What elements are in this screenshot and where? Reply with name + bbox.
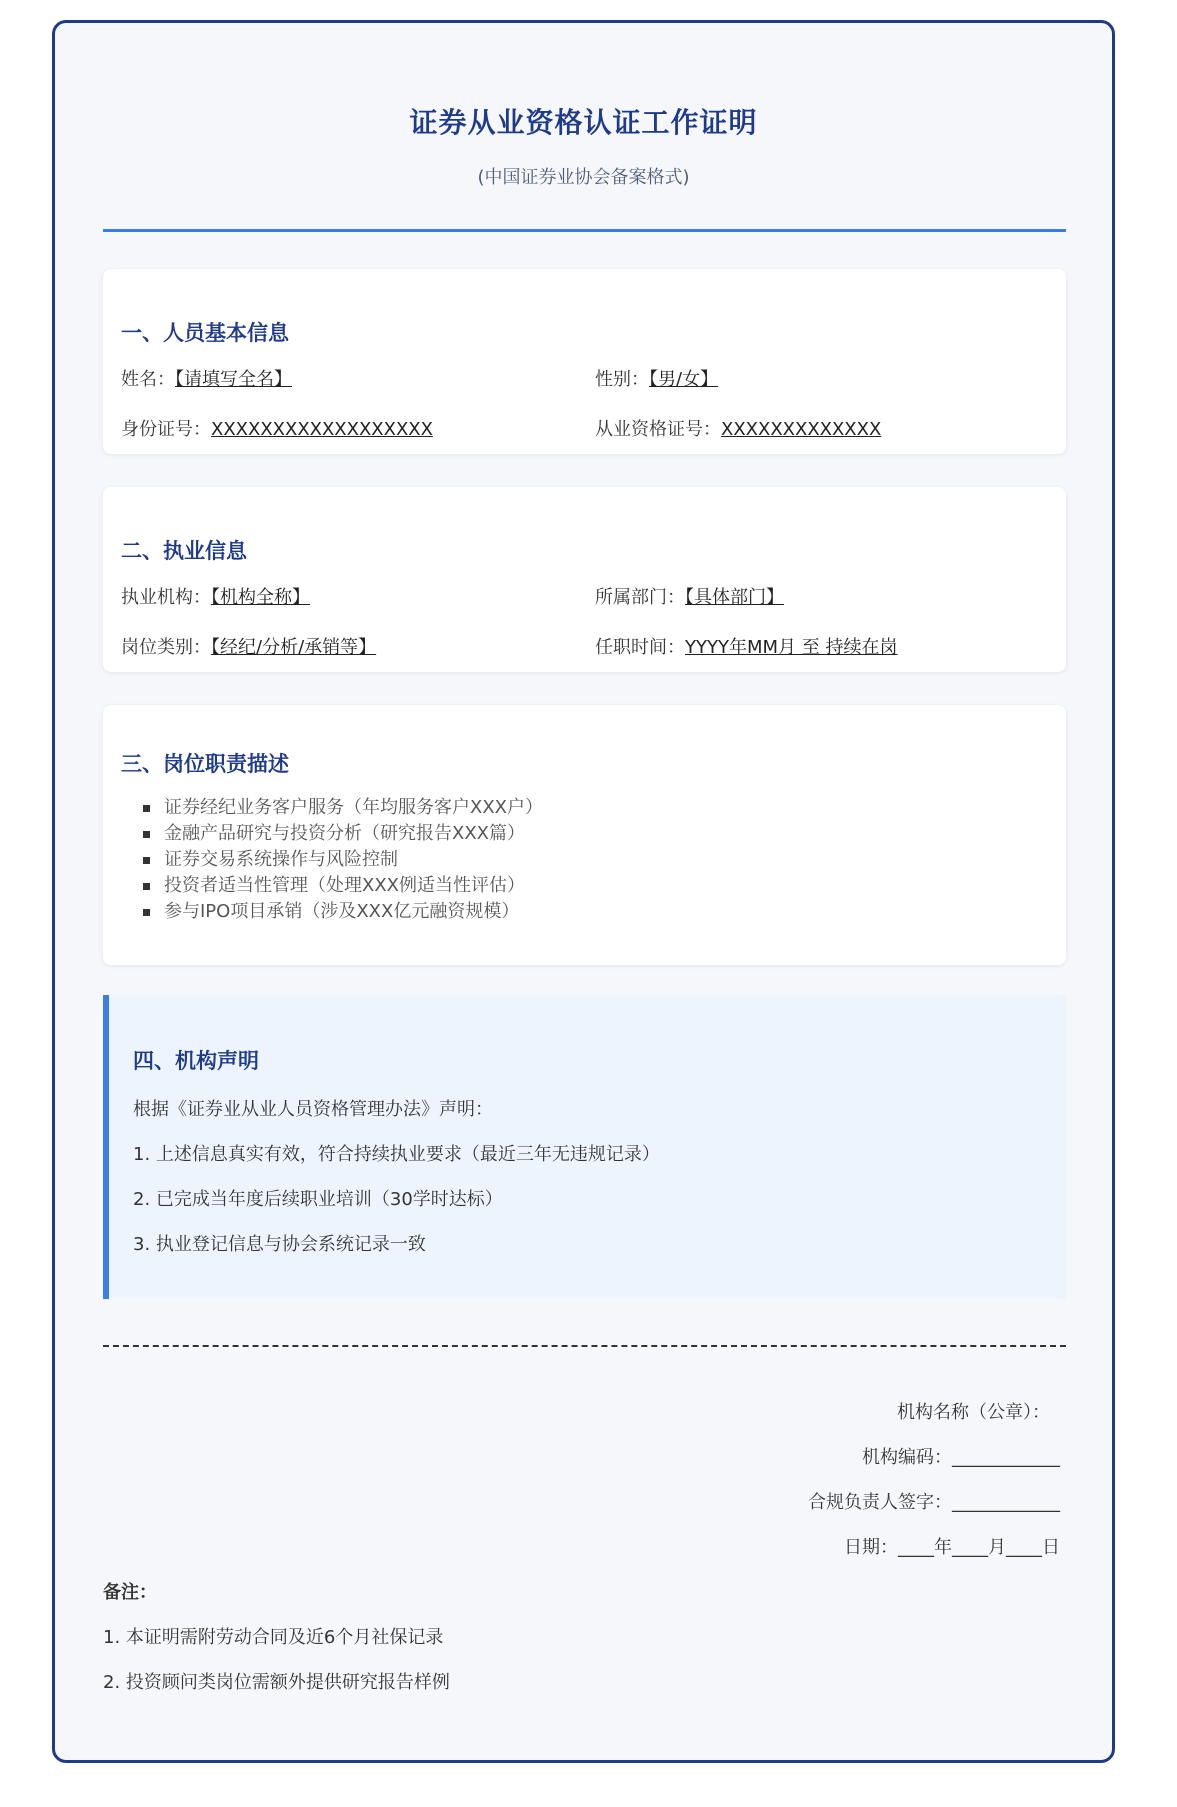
field-label: 任职时间： [595, 637, 685, 658]
note-item: 2. 投资顾问类岗位需额外提供研究报告样例 [103, 1672, 450, 1693]
page-title: 证券从业资格认证工作证明 [409, 106, 758, 139]
title-divider [103, 229, 1066, 232]
field-label: 性别： [595, 369, 649, 390]
field-label: 身份证号： [121, 419, 211, 440]
list-item: 证券经纪业务客户服务（年均服务客户XXX户） [143, 795, 543, 821]
declaration-item: 1. 上述信息真实有效，符合持续执业要求（最近三年无违规记录） [133, 1144, 660, 1165]
field-label: 岗位类别： [121, 637, 211, 658]
field-label: 所属部门： [595, 587, 685, 608]
field-value-license-number[interactable]: XXXXXXXXXXXXX [721, 419, 882, 440]
field-label: 姓名： [121, 369, 175, 390]
field-value-department[interactable]: 【具体部门】 [685, 587, 784, 608]
section-title: 三、岗位职责描述 [121, 752, 289, 776]
declaration-item: 3. 执业登记信息与协会系统记录一致 [133, 1234, 426, 1255]
field-label: 从业资格证号： [595, 419, 721, 440]
field-value-name[interactable]: 【请填写全名】 [175, 369, 292, 390]
field-label: 执业机构： [121, 587, 211, 608]
section-title: 一、人员基本信息 [121, 321, 289, 345]
section-basic-info [103, 269, 1066, 454]
section-title: 二、执业信息 [121, 539, 247, 563]
compliance-signature-field[interactable]: 合规负责人签字：____________ [808, 1492, 1060, 1513]
notes-title: 备注： [103, 1582, 157, 1603]
declaration-item: 2. 已完成当年度后续职业培训（30学时达标） [133, 1189, 503, 1210]
field-tenure [595, 633, 897, 659]
field-value-gender[interactable]: 【男/女】 [649, 369, 719, 390]
section-title: 四、机构声明 [133, 1049, 259, 1073]
field-position [121, 633, 376, 659]
list-item: 参与IPO项目承销（涉及XXX亿元融资规模） [143, 899, 543, 925]
field-value-position[interactable]: 【经纪/分析/承销等】 [211, 637, 377, 658]
date-field[interactable]: 日期：____年____月____日 [844, 1537, 1060, 1558]
section-practice-info [103, 487, 1066, 672]
org-code-field[interactable]: 机构编码：____________ [862, 1447, 1060, 1468]
field-department [595, 583, 784, 609]
note-item: 1. 本证明需附劳动合同及近6个月社保记录 [103, 1627, 444, 1648]
certificate-card [52, 20, 1115, 1763]
declaration-intro: 根据《证券业从业人员资格管理办法》声明： [133, 1099, 493, 1120]
section-duties [103, 705, 1066, 965]
field-institution [121, 583, 310, 609]
field-license-number [595, 415, 881, 441]
list-item: 金融产品研究与投资分析（研究报告XXX篇） [143, 821, 543, 847]
page-subtitle: (中国证券业协会备案格式) [477, 167, 690, 188]
field-value-institution[interactable]: 【机构全称】 [211, 587, 310, 608]
dashed-divider [103, 1345, 1066, 1347]
list-item: 投资者适当性管理（处理XXX例适当性评估） [143, 873, 543, 899]
field-value-id-number[interactable]: XXXXXXXXXXXXXXXXXX [211, 419, 433, 440]
field-gender [595, 365, 718, 391]
list-item: 证券交易系统操作与风险控制 [143, 847, 543, 873]
field-name [121, 365, 292, 391]
duty-list [143, 795, 543, 925]
field-id-number [121, 415, 433, 441]
field-value-tenure[interactable]: YYYY年MM月 至 持续在岗 [685, 637, 898, 658]
org-name-seal: 机构名称（公章）： [897, 1402, 1050, 1423]
section-declaration [103, 995, 1066, 1299]
